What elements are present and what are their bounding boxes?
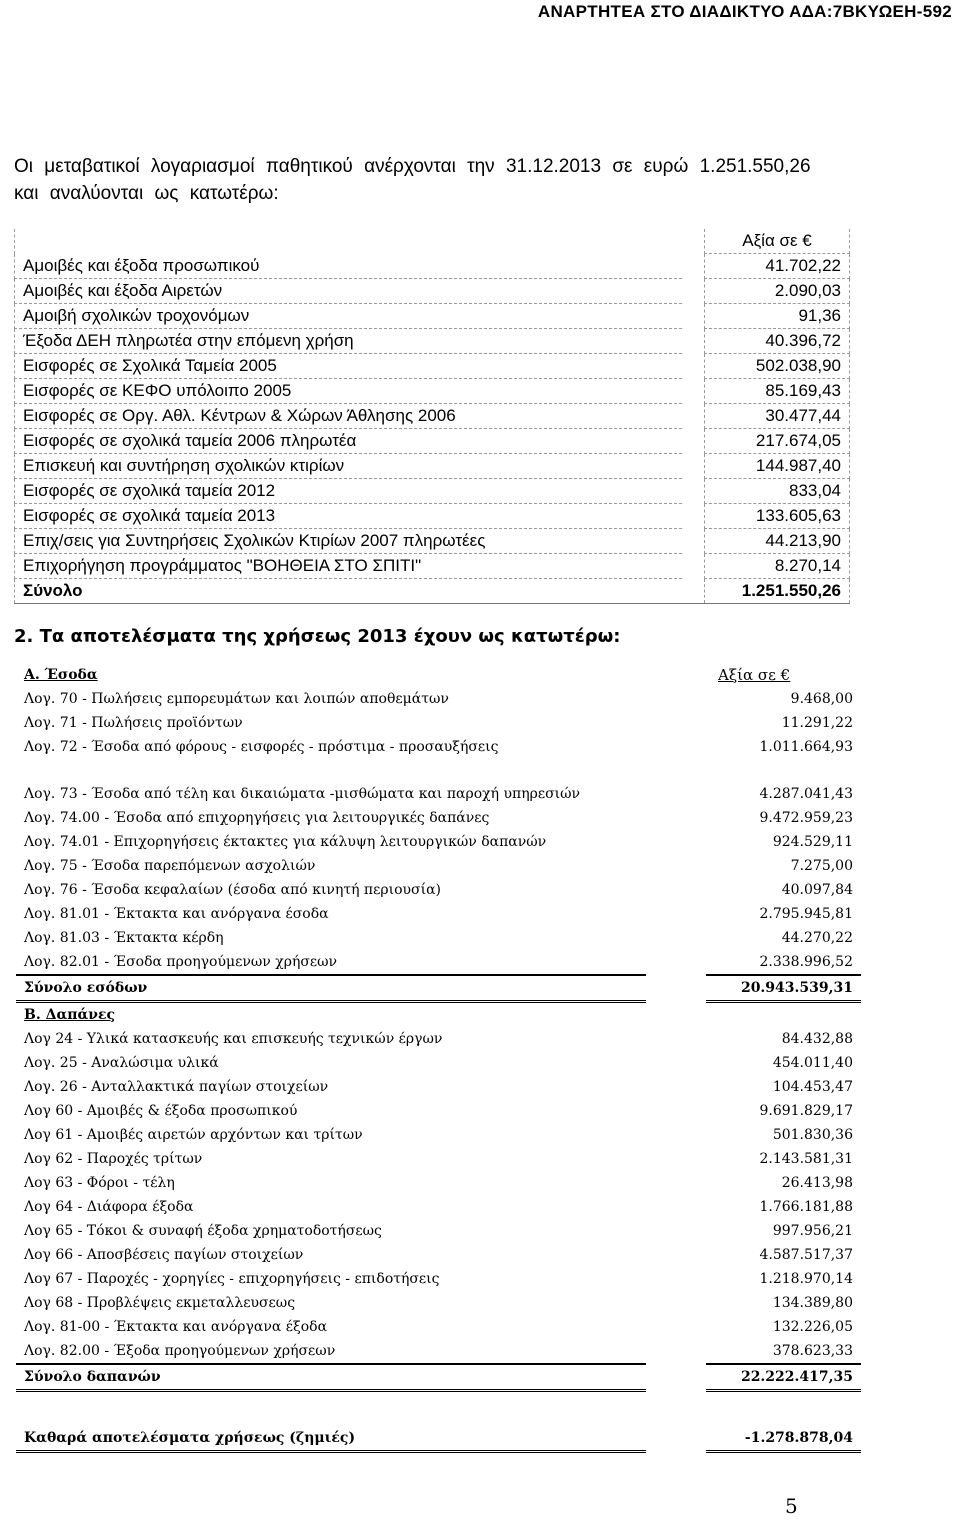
row-value: 9.691.829,17 xyxy=(759,1103,853,1119)
row-label: Λογ. 75 - Έσοδα παρεπόμενων ασχολιών xyxy=(24,858,316,874)
row-value: 8.270,14 xyxy=(705,554,850,579)
table-row xyxy=(15,304,850,329)
row-label: Εισφορές σε σχολικά ταμεία 2012 xyxy=(15,479,683,504)
row-label: Λογ. 81.01 - Έκτακτα και ανόργανα έσοδα xyxy=(24,906,329,922)
row-value: 11.291,22 xyxy=(781,715,853,731)
row-label: Επιχορήγηση προγράμματος "ΒΟΗΘΕΙΑ ΣΤΟ ΣΠΙΤΙ" xyxy=(15,554,683,579)
table-row xyxy=(16,902,861,926)
row-value: 454.011,40 xyxy=(772,1055,853,1071)
row-value: 2.143.581,31 xyxy=(759,1151,853,1167)
spacer-row xyxy=(16,1391,861,1427)
row-value: 133.605,63 xyxy=(705,504,850,529)
table-row xyxy=(16,1075,861,1099)
row-value: 9.468,00 xyxy=(790,691,853,707)
row-label: Λογ 65 - Τόκοι & συναφή έξοδα χρηματοδοτήσεως xyxy=(24,1223,382,1239)
table-row xyxy=(16,1267,861,1291)
row-value: 217.674,05 xyxy=(705,429,850,454)
table-row xyxy=(16,926,861,950)
page-number: 5 xyxy=(785,1494,798,1518)
income-total-row xyxy=(16,975,861,1002)
value-column-header: Αξία σε € xyxy=(705,229,850,254)
table-row xyxy=(16,806,861,830)
row-label: Επιχ/σεις για Συντηρήσεις Σχολικών Κτιρίων 2007 πληρωτέες xyxy=(15,529,683,554)
expenses-header-row xyxy=(16,1002,861,1028)
table-row xyxy=(15,379,850,404)
table-row xyxy=(16,854,861,878)
table-row xyxy=(15,329,850,354)
row-label: Αμοιβές και έξοδα προσωπικού xyxy=(15,254,683,279)
table-row xyxy=(16,1243,861,1267)
income-value-header: Αξία σε € xyxy=(718,666,791,684)
row-label: Αμοιβές και έξοδα Αιρετών xyxy=(15,279,683,304)
table-row xyxy=(15,479,850,504)
row-value: 1.011.664,93 xyxy=(759,739,853,755)
row-label: Λογ 66 - Αποσβέσεις παγίων στοιχείων xyxy=(24,1247,304,1263)
header-blank xyxy=(15,229,683,254)
table-row xyxy=(16,711,861,735)
row-label: Λογ 24 - Υλικά κατασκευής και επισκευής τεχνικών έργων xyxy=(24,1031,443,1047)
row-label: Εισφορές σε Οργ. Αθλ. Κέντρων & Χώρων Άθλησης 2006 xyxy=(15,404,683,429)
row-label: Λογ. 70 - Πωλήσεις εμπορευμάτων και λοιπών αποθεμάτων xyxy=(24,691,449,707)
table-row xyxy=(15,429,850,454)
row-value: 502.038,90 xyxy=(705,354,850,379)
row-value: 4.287.041,43 xyxy=(759,786,853,802)
table-row xyxy=(16,1291,861,1315)
row-label: Λογ 68 - Προβλέψεις εκμεταλλευσεως xyxy=(24,1295,296,1311)
expenses-total-value: 22.222.417,35 xyxy=(706,1364,861,1391)
row-value: 85.169,43 xyxy=(705,379,850,404)
row-value: 1.766.181,88 xyxy=(759,1199,853,1215)
table-row xyxy=(16,1099,861,1123)
row-value: 2.338.996,52 xyxy=(706,950,861,975)
row-label: Λογ. 76 - Έσοδα κεφαλαίων (έσοδα από κινητή περιουσία) xyxy=(24,882,441,898)
row-label: Λογ. 25 - Αναλώσιμα υλικά xyxy=(24,1055,219,1071)
table-row xyxy=(15,529,850,554)
table-row xyxy=(15,404,850,429)
row-value: 501.830,36 xyxy=(772,1127,853,1143)
table-row xyxy=(15,554,850,579)
income-total-label: Σύνολο εσόδων xyxy=(16,975,646,1002)
row-value: 84.432,88 xyxy=(781,1031,853,1047)
table-row xyxy=(16,830,861,854)
row-value: 1.218.970,14 xyxy=(759,1271,853,1287)
net-result-label: Καθαρά αποτελέσματα χρήσεως (ζημιές) xyxy=(16,1426,646,1452)
table-row xyxy=(16,1051,861,1075)
net-result-row xyxy=(16,1426,861,1452)
table-row xyxy=(16,1147,861,1171)
row-label: Λογ. 81-00 - Έκτακτα και ανόργανα έξοδα xyxy=(24,1319,328,1335)
table-row xyxy=(16,1339,861,1364)
table-row xyxy=(15,354,850,379)
row-label: Λογ 62 - Παροχές τρίτων xyxy=(24,1151,203,1167)
row-label: Λογ 60 - Αμοιβές & έξοδα προσωπικού xyxy=(24,1103,298,1119)
row-value: 2.795.945,81 xyxy=(759,906,853,922)
row-label: Λογ. 72 - Έσοδα από φόρους - εισφορές - πρόστιμα - προσαυξήσεις xyxy=(24,739,499,755)
table-row xyxy=(15,254,850,279)
spacer xyxy=(16,759,861,782)
table-row xyxy=(16,1171,861,1195)
intro-paragraph: Οι μεταβατικοί λογαριασμοί παθητικού ανέρχονται την 31.12.2013 σε ευρώ 1.251.550,26 και αναλύονται ως κατωτέρω: xyxy=(14,156,811,204)
table-row xyxy=(16,1315,861,1339)
row-value: 44.213,90 xyxy=(705,529,850,554)
row-value: 91,36 xyxy=(705,304,850,329)
row-value: 7.275,00 xyxy=(790,858,853,874)
section-2-title: 2. Τα αποτελέσματα της χρήσεως 2013 έχουν ως κατωτέρω: xyxy=(14,626,621,647)
row-value: 30.477,44 xyxy=(705,404,850,429)
income-group-b xyxy=(16,782,861,975)
row-value: 4.587.517,37 xyxy=(759,1247,853,1263)
table-row xyxy=(16,1027,861,1051)
row-label: Αμοιβή σχολικών τροχονόμων xyxy=(15,304,683,329)
table-row xyxy=(16,950,861,975)
row-label: Λογ. 26 - Ανταλλακτικά παγίων στοιχείων xyxy=(24,1079,329,1095)
transitional-accounts-table xyxy=(14,229,850,604)
expenses-title: Β. Δαπάνες xyxy=(24,1007,115,1023)
row-label: Εισφορές σε ΚΕΦΟ υπόλοιπο 2005 xyxy=(15,379,683,404)
row-label: Έξοδα ΔΕΗ πληρωτέα στην επόμενη χρήση xyxy=(15,329,683,354)
table-row xyxy=(16,1219,861,1243)
row-label: Λογ 64 - Διάφορα έξοδα xyxy=(24,1199,194,1215)
row-label: Λογ. 73 - Έσοδα από τέλη και δικαιώματα -μισθώματα και παροχή υπηρεσιών xyxy=(24,786,581,802)
row-label: Λογ 63 - Φόροι - τέλη xyxy=(24,1175,175,1191)
table-row xyxy=(16,687,861,711)
table-row xyxy=(15,504,850,529)
total-label: Σύνολο xyxy=(15,579,683,604)
row-value: 26.413,98 xyxy=(781,1175,853,1191)
table-row xyxy=(16,878,861,902)
total-value: 1.251.550,26 xyxy=(705,579,850,604)
row-label: Επισκευή και συντήρηση σχολικών κτιρίων xyxy=(15,454,683,479)
row-value: 134.389,80 xyxy=(772,1295,853,1311)
row-label: Λογ. 74.01 - Επιχορηγήσεις έκτακτες για κάλυψη λειτουργικών δαπανών xyxy=(24,834,547,850)
row-value: 378.623,33 xyxy=(706,1339,861,1364)
row-value: 144.987,40 xyxy=(705,454,850,479)
net-result-value: -1.278.878,04 xyxy=(706,1426,861,1452)
row-value: 40.097,84 xyxy=(781,882,853,898)
expenses-total-row xyxy=(16,1364,861,1391)
table-header-row xyxy=(15,229,850,254)
row-label: Εισφορές σε Σχολικά Ταμεία 2005 xyxy=(15,354,683,379)
table-row xyxy=(16,1195,861,1219)
income-header-row xyxy=(16,663,861,687)
row-label: Λογ. 82.01 - Έσοδα προηγούμενων χρήσεων xyxy=(16,950,646,975)
income-title: Α. Έσοδα xyxy=(24,667,98,683)
row-value: 833,04 xyxy=(705,479,850,504)
results-table xyxy=(16,663,861,1453)
table-row xyxy=(15,279,850,304)
row-value: 132.226,05 xyxy=(772,1319,853,1335)
row-value: 40.396,72 xyxy=(705,329,850,354)
row-label: Εισφορές σε σχολικά ταμεία 2013 xyxy=(15,504,683,529)
total-row xyxy=(15,579,850,604)
table-row xyxy=(16,782,861,806)
row-value: 997.956,21 xyxy=(772,1223,853,1239)
page-header-ada: ΑΝΑΡΤΗΤΕΑ ΣΤΟ ΔΙΑΔΙΚΤΥΟ ΑΔΑ:7ΒΚΥΩΕΗ-592 xyxy=(537,2,952,21)
row-label: Λογ 67 - Παροχές - χορηγίες - επιχορηγήσεις - επιδοτήσεις xyxy=(24,1271,440,1287)
row-value: 104.453,47 xyxy=(772,1079,853,1095)
income-group-a xyxy=(16,687,861,759)
row-label: Εισφορές σε σχολικά ταμεία 2006 πληρωτέα xyxy=(15,429,683,454)
expenses-total-label: Σύνολο δαπανών xyxy=(16,1364,646,1391)
income-total-value: 20.943.539,31 xyxy=(706,975,861,1002)
row-value: 41.702,22 xyxy=(705,254,850,279)
row-label: Λογ. 74.00 - Έσοδα από επιχορηγήσεις για λειτουργικές δαπάνες xyxy=(24,810,490,826)
row-value: 2.090,03 xyxy=(705,279,850,304)
table-row xyxy=(15,454,850,479)
row-label: Λογ 61 - Αμοιβές αιρετών αρχόντων και τρίτων xyxy=(24,1127,363,1143)
row-label: Λογ. 82.00 - Έξοδα προηγούμενων χρήσεων xyxy=(16,1339,646,1364)
expenses-group xyxy=(16,1027,861,1364)
table-row xyxy=(16,1123,861,1147)
row-value: 924.529,11 xyxy=(772,834,853,850)
row-label: Λογ. 81.03 - Έκτακτα κέρδη xyxy=(24,930,224,946)
table-row xyxy=(16,735,861,759)
row-label: Λογ. 71 - Πωλήσεις προϊόντων xyxy=(24,715,243,731)
row-value: 44.270,22 xyxy=(781,930,853,946)
row-value: 9.472.959,23 xyxy=(759,810,853,826)
